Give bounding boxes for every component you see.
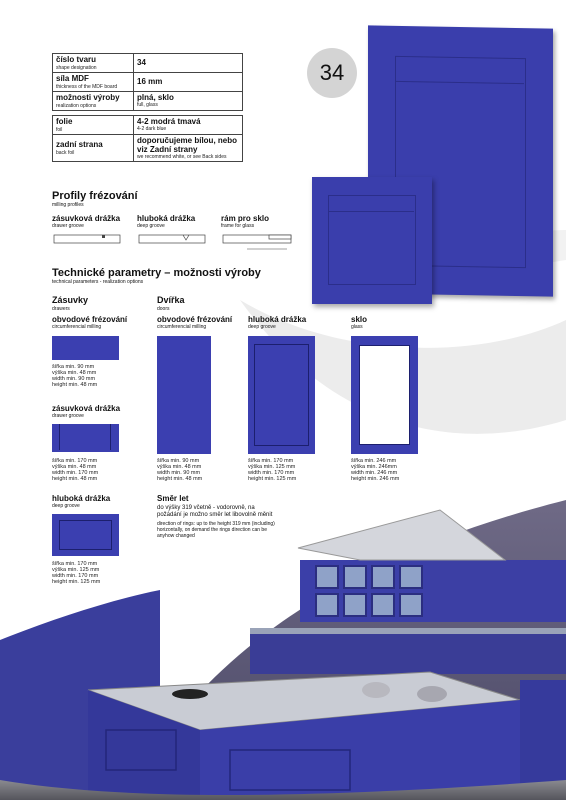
drawers-heading xyxy=(52,294,88,312)
options-value: plná, sklo xyxy=(137,93,174,102)
drawer-dims-2: šířka min. 170 mm výška min. 48 mm width min. 170 mm height min. 48 mm xyxy=(52,458,99,482)
foil-value: 4-2 modrá tmavá xyxy=(137,117,201,126)
options-sub: realization options xyxy=(56,103,97,109)
doors-title: Dvířka xyxy=(157,295,185,305)
profiles-title: Profily frézování xyxy=(52,190,138,202)
door-swatch-circumferencial xyxy=(157,336,211,454)
drawers-sub: drawers xyxy=(52,306,70,312)
mdf-sub: thickness of the MDF board xyxy=(56,84,118,90)
shape-sub: shape designation xyxy=(56,65,97,71)
back-label: zadní strana xyxy=(56,140,103,149)
drawer-dims-3: šířka min. 170 mm výška min. 125 mm width min. 170 mm height min. 125 mm xyxy=(52,561,101,585)
glass-frame-profile-icon xyxy=(221,231,301,257)
mdf-value: 16 mm xyxy=(137,77,163,86)
options-value-sub: full, glass xyxy=(137,102,158,108)
door-dims-3: šířka min. 246 mm výška min. 246mm width min. 246 mm height min. 246 mm xyxy=(351,458,400,482)
profile-sub: deep groove xyxy=(137,223,165,229)
door-dims-2: šířka min. 170 mm výška min. 125 mm width min. 170 mm height min. 125 mm xyxy=(248,458,297,482)
grain-text-en: direction of rings: up to the height 319 mm (including) horizontally, on demand the rings direction can be anyhow changed xyxy=(157,521,275,539)
profiles-heading xyxy=(52,190,138,208)
profile-label: hluboká drážka xyxy=(137,214,196,223)
foil-value-sub: 4-2 dark blue xyxy=(137,126,167,132)
option-label: obvodové frézování xyxy=(157,315,233,324)
profile-item-drawer-groove xyxy=(52,214,124,247)
profile-item-glass-frame xyxy=(221,214,301,257)
profile-sub: drawer groove xyxy=(52,223,84,229)
mdf-label: síla MDF xyxy=(56,74,89,83)
deep-groove-profile-icon xyxy=(137,231,209,247)
door-swatch-glass xyxy=(351,336,418,454)
option-label: hluboká drážka xyxy=(52,494,111,503)
option-label: sklo xyxy=(351,315,368,324)
drawer-option-groove xyxy=(52,404,120,419)
back-value-sub: we recommend white, or see Back sides xyxy=(137,154,227,160)
spec-table xyxy=(52,53,243,162)
door-dims-1: šířka min. 90 mm výška min. 48 mm width min. 90 mm height min. 48 mm xyxy=(157,458,203,482)
drawer-option-circumferencial xyxy=(52,315,127,330)
door-option-circumferencial xyxy=(157,315,232,330)
profile-sub: frame for glass xyxy=(221,223,255,229)
grain-text: do výšky 319 včetně - vodorovně, na požádání je možno směr let libovolně měnit xyxy=(157,505,273,518)
back-sub: back foil xyxy=(56,150,75,156)
shape-value: 34 xyxy=(137,58,146,67)
option-label: zásuvková drážka xyxy=(52,404,121,413)
drawers-title: Zásuvky xyxy=(52,295,89,305)
profile-label: zásuvková drážka xyxy=(52,214,121,223)
shape-label: číslo tvaru xyxy=(56,55,97,64)
back-value: doporučujeme bílou, nebo viz Zadní strany xyxy=(137,136,237,154)
doors-heading xyxy=(157,294,185,312)
option-sub: circumferencial milling xyxy=(52,324,102,330)
params-title: Technické parametry – možnosti výroby xyxy=(52,267,261,279)
page-number: 34 xyxy=(319,60,345,85)
kitchen-photo xyxy=(0,500,566,800)
option-label: obvodové frézování xyxy=(52,315,128,324)
door-option-glass xyxy=(351,315,367,330)
option-sub: glass xyxy=(351,324,363,330)
drawer-swatch-groove xyxy=(52,424,119,452)
doors-sub: doors xyxy=(157,306,170,312)
option-sub: drawer groove xyxy=(52,413,84,419)
option-label: hluboká drážka xyxy=(248,315,307,324)
profile-label: rám pro sklo xyxy=(221,214,270,223)
door-swatch-deep xyxy=(248,336,315,454)
drawer-swatch-circumferencial xyxy=(52,336,119,360)
profile-item-deep-groove xyxy=(137,214,209,247)
door-option-deep xyxy=(248,315,306,330)
page-number-badge xyxy=(307,48,357,98)
profiles-title-sub: milling profiles xyxy=(52,202,84,208)
foil-sub: foil xyxy=(56,127,63,133)
option-sub: deep groove xyxy=(248,324,276,330)
params-title-sub: technical parameters - realization options xyxy=(52,279,144,285)
door-photo-small xyxy=(312,177,432,304)
option-sub: deep groove xyxy=(52,503,80,509)
drawer-groove-profile-icon xyxy=(52,231,124,247)
options-label: možnosti výroby xyxy=(56,93,120,102)
params-heading xyxy=(52,267,261,285)
option-sub: circumferencial milling xyxy=(157,324,207,330)
drawer-dims-1: šířka min. 90 mm výška min. 48 mm width min. 90 mm height min. 48 mm xyxy=(52,364,98,388)
foil-label: folie xyxy=(56,117,73,126)
grain-title: Směr let xyxy=(157,494,189,503)
